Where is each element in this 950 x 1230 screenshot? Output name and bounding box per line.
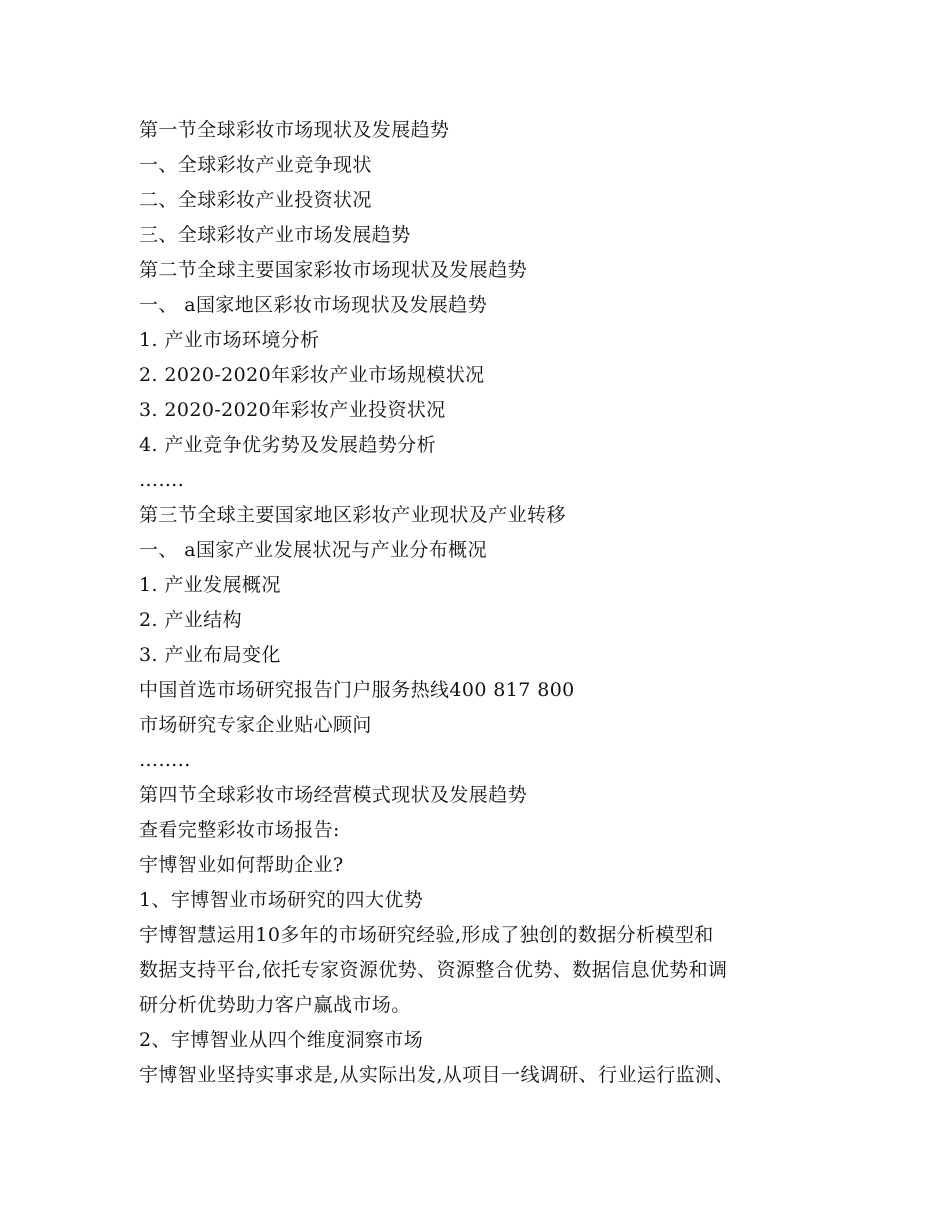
numbered-item: 1. 产业市场环境分析 xyxy=(139,329,320,351)
section-heading: 第三节全球主要国家地区彩妆产业现状及产业转移 xyxy=(139,504,566,526)
subsection-item: 三、全球彩妆产业市场发展趋势 xyxy=(139,224,411,246)
numbered-item: 4. 产业竞争优劣势及发展趋势分析 xyxy=(139,434,436,456)
subsection-item: 二、全球彩妆产业投资状况 xyxy=(139,189,372,211)
numbered-item: 2. 产业结构 xyxy=(139,609,242,631)
document-body xyxy=(139,113,829,1093)
report-link-text: 查看完整彩妆市场报告: xyxy=(139,819,340,841)
subsection-item: 一、全球彩妆产业竞争现状 xyxy=(139,154,372,176)
ellipsis-line: ……. xyxy=(139,469,185,491)
numbered-heading: 2、宇博智业从四个维度洞察市场 xyxy=(139,1029,424,1051)
ellipsis-line: …….. xyxy=(139,749,191,771)
tagline-text: 市场研究专家企业贴心顾问 xyxy=(139,714,372,736)
numbered-heading: 1、宇博智业市场研究的四大优势 xyxy=(139,889,424,911)
numbered-item: 1. 产业发展概况 xyxy=(139,574,281,596)
hotline-text: 中国首选市场研究报告门户服务热线400 817 800 xyxy=(139,679,575,701)
subsection-item: 一、 a国家产业发展状况与产业分布概况 xyxy=(139,539,487,561)
numbered-item: 3. 产业布局变化 xyxy=(139,644,281,666)
subsection-item: 一、 a国家地区彩妆市场现状及发展趋势 xyxy=(139,294,487,316)
paragraph-line: 研分析优势助力客户赢战市场。 xyxy=(139,994,411,1016)
numbered-item: 3. 2020-2020年彩妆产业投资状况 xyxy=(139,399,446,421)
paragraph-line: 宇博智业坚持实事求是,从实际出发,从项目一线调研、行业运行监测、 xyxy=(139,1064,734,1086)
numbered-item: 2. 2020-2020年彩妆产业市场规模状况 xyxy=(139,364,485,386)
section-heading: 第一节全球彩妆市场现状及发展趋势 xyxy=(139,119,450,141)
question-heading: 宇博智业如何帮助企业? xyxy=(139,854,344,876)
paragraph-line: 数据支持平台,依托专家资源优势、资源整合优势、数据信息优势和调 xyxy=(139,959,728,981)
section-heading: 第四节全球彩妆市场经营模式现状及发展趋势 xyxy=(139,784,528,806)
section-heading: 第二节全球主要国家彩妆市场现状及发展趋势 xyxy=(139,259,528,281)
paragraph-line: 宇博智慧运用10多年的市场研究经验,形成了独创的数据分析模型和 xyxy=(139,924,714,946)
